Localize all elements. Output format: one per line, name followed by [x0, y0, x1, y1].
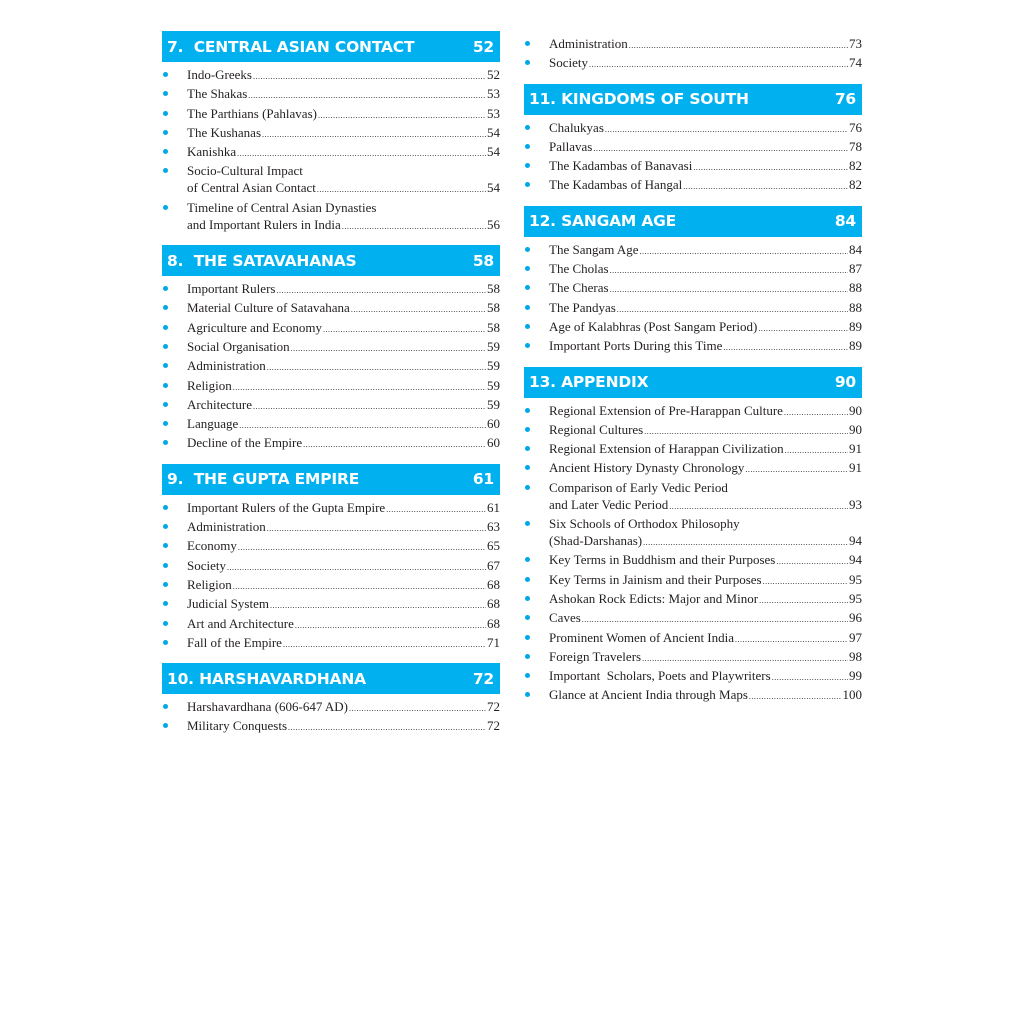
page-number: 72 — [487, 718, 500, 734]
bullet-icon — [163, 704, 168, 709]
toc-entry[interactable]: Religion ..... 68 — [162, 576, 500, 593]
toc-entry[interactable]: Key Terms in Jainism and their Purposes ..... 95 — [524, 571, 862, 588]
section-page: 58 — [472, 251, 494, 270]
toc-entry[interactable]: Caves ..... 96 — [524, 609, 862, 626]
bullet-icon — [525, 182, 530, 187]
toc-entry[interactable]: The Kadambas of Banavasi ..... 82 — [524, 157, 862, 174]
toc-entry[interactable]: Glance at Ancient India through Maps ..... 100 — [524, 686, 862, 703]
bullet-icon — [525, 144, 530, 149]
section-header-harshavardhana[interactable] — [162, 663, 500, 694]
page-number: 58 — [487, 300, 500, 316]
toc-entry[interactable]: Important Ports During this Time ..... 89 — [524, 337, 862, 354]
bullet-icon — [163, 344, 168, 349]
toc-entry[interactable]: Harshavardhana (606-647 AD) ..... 72 — [162, 698, 500, 715]
toc-entry[interactable]: The Sangam Age ..... 84 — [524, 241, 862, 258]
bullet-icon — [163, 601, 168, 606]
toc-left-column — [162, 31, 500, 737]
section-header-central-asian-contact[interactable] — [162, 31, 500, 62]
page-number: 59 — [487, 358, 500, 374]
toc-entry[interactable]: Society ..... 67 — [162, 557, 500, 574]
toc-entry[interactable]: Chalukyas ..... 76 — [524, 119, 862, 136]
toc-entry[interactable]: Important Rulers ..... 58 — [162, 280, 500, 297]
bullet-icon — [525, 247, 530, 252]
page-number: 61 — [487, 499, 500, 515]
toc-entry[interactable]: Military Conquests ..... 72 — [162, 717, 500, 734]
continued-items — [524, 35, 862, 71]
page-number: 94 — [849, 533, 862, 549]
bullet-icon — [163, 72, 168, 77]
section-title: 7. CENTRAL ASIAN CONTACT — [167, 37, 415, 56]
page-number: 68 — [487, 615, 500, 631]
toc-entry[interactable]: Judicial System ..... 68 — [162, 595, 500, 612]
bullet-icon — [163, 305, 168, 310]
bullet-icon — [163, 621, 168, 626]
bullet-icon — [163, 205, 168, 210]
page-number: 65 — [487, 538, 500, 554]
toc-entry[interactable]: The Cheras ..... 88 — [524, 279, 862, 296]
page-number: 63 — [487, 519, 500, 535]
toc-right-column — [524, 35, 862, 706]
toc-entry[interactable]: Indo-Greeks ..... 52 — [162, 66, 500, 83]
page-number: 60 — [487, 416, 500, 432]
section-page: 61 — [472, 470, 494, 489]
bullet-icon — [525, 324, 530, 329]
bullet-icon — [525, 521, 530, 526]
toc-entry[interactable]: Ashokan Rock Edicts: Major and Minor ..... 95 — [524, 590, 862, 607]
bullet-icon — [525, 343, 530, 348]
bullet-icon — [163, 440, 168, 445]
toc-entry[interactable]: Important Rulers of the Gupta Empire ..... 61 — [162, 499, 500, 516]
bullet-icon — [525, 635, 530, 640]
section-items — [162, 62, 500, 233]
page-number: 88 — [849, 280, 862, 296]
bullet-icon — [525, 60, 530, 65]
page-number: 59 — [487, 396, 500, 412]
page-number: 82 — [849, 177, 862, 193]
bullet-icon — [525, 266, 530, 271]
toc-entry[interactable]: Decline of the Empire ..... 60 — [162, 434, 500, 451]
bullet-icon — [525, 41, 530, 46]
page-number: 58 — [487, 281, 500, 297]
bullet-icon — [525, 485, 530, 490]
section-items — [524, 237, 862, 354]
toc-entry[interactable]: Economy ..... 65 — [162, 537, 500, 554]
page-number: 97 — [849, 629, 862, 645]
toc-entry[interactable]: Kanishka ..... 54 — [162, 143, 500, 160]
section-header-sangam-age[interactable] — [524, 206, 862, 237]
toc-entry[interactable]: The Shakas ..... 53 — [162, 85, 500, 102]
toc-entry[interactable]: Regional Extension of Harappan Civilization ..... 91 — [524, 440, 862, 457]
bullet-icon — [163, 505, 168, 510]
section-header-gupta-empire[interactable] — [162, 464, 500, 495]
page-number: 89 — [849, 338, 862, 354]
bullet-icon — [525, 427, 530, 432]
bullet-icon — [525, 692, 530, 697]
bullet-icon — [163, 363, 168, 368]
page-number: 54 — [487, 124, 500, 140]
page-number: 68 — [487, 576, 500, 592]
toc-entry[interactable]: Fall of the Empire ..... 71 — [162, 634, 500, 651]
toc-entry[interactable]: Ancient History Dynasty Chronology ..... 91 — [524, 459, 862, 476]
page-number: 76 — [849, 119, 862, 135]
section-items — [524, 398, 862, 704]
page-number: 91 — [849, 441, 862, 457]
section-page: 90 — [834, 373, 856, 392]
bullet-icon — [163, 640, 168, 645]
section-title: 10. HARSHAVARDHANA — [167, 669, 366, 688]
bullet-icon — [525, 408, 530, 413]
toc-entry[interactable]: Administration ..... 73 — [524, 35, 862, 52]
toc-entry[interactable]: Important Scholars, Poets and Playwriters ..... 99 — [524, 667, 862, 684]
page-number: 100 — [842, 687, 862, 703]
page-number: 58 — [487, 319, 500, 335]
toc-entry[interactable]: The Pandyas ..... 88 — [524, 299, 862, 316]
section-title: 11. KINGDOMS OF SOUTH — [529, 90, 749, 109]
section-title: 8. THE SATAVAHANAS — [167, 251, 357, 270]
toc-entry[interactable]: Comparison of Early Vedic Period and Later Vedic Period ..... 93 — [524, 479, 862, 513]
toc-entry[interactable]: The Parthians (Pahlavas) ..... 53 — [162, 105, 500, 122]
toc-entry[interactable]: Regional Extension of Pre-Harappan Culture ..... 90 — [524, 402, 862, 419]
toc-entry[interactable]: Agriculture and Economy ..... 58 — [162, 319, 500, 336]
bullet-icon — [525, 163, 530, 168]
section-items — [524, 115, 862, 194]
section-title: 9. THE GUPTA EMPIRE — [167, 470, 360, 489]
page-number: 54 — [487, 144, 500, 160]
page-number: 91 — [849, 460, 862, 476]
section-items — [162, 495, 500, 651]
bullet-icon — [163, 723, 168, 728]
bullet-icon — [525, 285, 530, 290]
toc-entry[interactable]: Social Organisation ..... 59 — [162, 338, 500, 355]
bullet-icon — [163, 286, 168, 291]
toc-entry[interactable]: Regional Cultures ..... 90 — [524, 421, 862, 438]
toc-entry[interactable]: Religion ..... 59 — [162, 377, 500, 394]
toc-entry[interactable]: The Cholas ..... 87 — [524, 260, 862, 277]
page-number: 82 — [849, 158, 862, 174]
section-items — [162, 694, 500, 734]
page-number: 54 — [487, 180, 500, 196]
page-number: 56 — [487, 216, 500, 232]
bullet-icon — [163, 402, 168, 407]
bullet-icon — [163, 383, 168, 388]
section-page: 84 — [834, 212, 856, 231]
bullet-icon — [163, 91, 168, 96]
bullet-icon — [163, 543, 168, 548]
page-number: 98 — [849, 648, 862, 664]
page-number: 96 — [849, 610, 862, 626]
bullet-icon — [163, 325, 168, 330]
section-title: 13. APPENDIX — [529, 373, 649, 392]
page-number: 90 — [849, 421, 862, 437]
toc-entry[interactable]: Pallavas ..... 78 — [524, 138, 862, 155]
section-items — [162, 276, 500, 451]
section-header-satavahanas[interactable] — [162, 245, 500, 276]
section-header-kingdoms-of-south[interactable] — [524, 84, 862, 115]
bullet-icon — [163, 130, 168, 135]
toc-entry[interactable]: Prominent Women of Ancient India ..... 97 — [524, 629, 862, 646]
section-page: 72 — [472, 669, 494, 688]
bullet-icon — [163, 563, 168, 568]
bullet-icon — [163, 524, 168, 529]
page-number: 89 — [849, 318, 862, 334]
page-number: 87 — [849, 261, 862, 277]
bullet-icon — [525, 673, 530, 678]
bullet-icon — [163, 582, 168, 587]
toc-entry[interactable]: Art and Architecture ..... 68 — [162, 615, 500, 632]
section-header-appendix[interactable] — [524, 367, 862, 398]
toc-entry[interactable]: Administration ..... 63 — [162, 518, 500, 535]
toc-entry[interactable]: Age of Kalabhras (Post Sangam Period) ..... 89 — [524, 318, 862, 335]
page-number: 73 — [849, 36, 862, 51]
toc-entry[interactable]: Architecture ..... 59 — [162, 396, 500, 413]
bullet-icon — [163, 421, 168, 426]
bullet-icon — [525, 305, 530, 310]
bullet-icon — [525, 577, 530, 582]
toc-entry[interactable]: Language ..... 60 — [162, 415, 500, 432]
toc-entry[interactable]: Key Terms in Buddhism and their Purposes ..... 94 — [524, 551, 862, 568]
bullet-icon — [525, 654, 530, 659]
page-number: 59 — [487, 338, 500, 354]
page-number: 84 — [849, 241, 862, 257]
page-number: 93 — [849, 496, 862, 512]
page-number: 95 — [849, 590, 862, 606]
toc-entry[interactable]: The Kadambas of Hangal ..... 82 — [524, 176, 862, 193]
page-number: 52 — [487, 67, 500, 82]
bullet-icon — [525, 446, 530, 451]
page-number: 78 — [849, 138, 862, 154]
page-number: 60 — [487, 435, 500, 451]
section-page: 76 — [834, 90, 856, 109]
toc-entry[interactable]: Foreign Travelers ..... 98 — [524, 648, 862, 665]
page-number: 68 — [487, 596, 500, 612]
section-title: 12. SANGAM AGE — [529, 212, 677, 231]
page-number: 67 — [487, 557, 500, 573]
bullet-icon — [163, 149, 168, 154]
bullet-icon — [163, 168, 168, 173]
bullet-icon — [525, 596, 530, 601]
bullet-icon — [163, 111, 168, 116]
page-number: 94 — [849, 552, 862, 568]
bullet-icon — [525, 557, 530, 562]
page-number: 72 — [487, 699, 500, 715]
toc-entry[interactable]: The Kushanas ..... 54 — [162, 124, 500, 141]
toc-entry[interactable]: Society ..... 74 — [524, 54, 862, 71]
bullet-icon — [525, 615, 530, 620]
toc-entry[interactable]: Socio-Cultural Impact of Central Asian Contact ..... 54 — [162, 162, 500, 196]
page-number: 99 — [849, 668, 862, 684]
bullet-icon — [525, 465, 530, 470]
section-page: 52 — [472, 37, 494, 56]
toc-entry[interactable]: Timeline of Central Asian Dynasties and Important Rulers in India ..... 56 — [162, 199, 500, 233]
page-number: 90 — [849, 402, 862, 418]
page-number: 88 — [849, 299, 862, 315]
page-number: 95 — [849, 571, 862, 587]
page-number: 74 — [849, 55, 862, 71]
bullet-icon — [525, 125, 530, 130]
page-number: 59 — [487, 377, 500, 393]
page-number: 71 — [487, 634, 500, 650]
toc-entry[interactable]: Administration ..... 59 — [162, 357, 500, 374]
page-number: 53 — [487, 105, 500, 121]
toc-entry[interactable]: Material Culture of Satavahana ..... 58 — [162, 299, 500, 316]
toc-entry[interactable]: Six Schools of Orthodox Philosophy (Shad-Darshanas) ..... 94 — [524, 515, 862, 549]
page-number: 53 — [487, 86, 500, 102]
